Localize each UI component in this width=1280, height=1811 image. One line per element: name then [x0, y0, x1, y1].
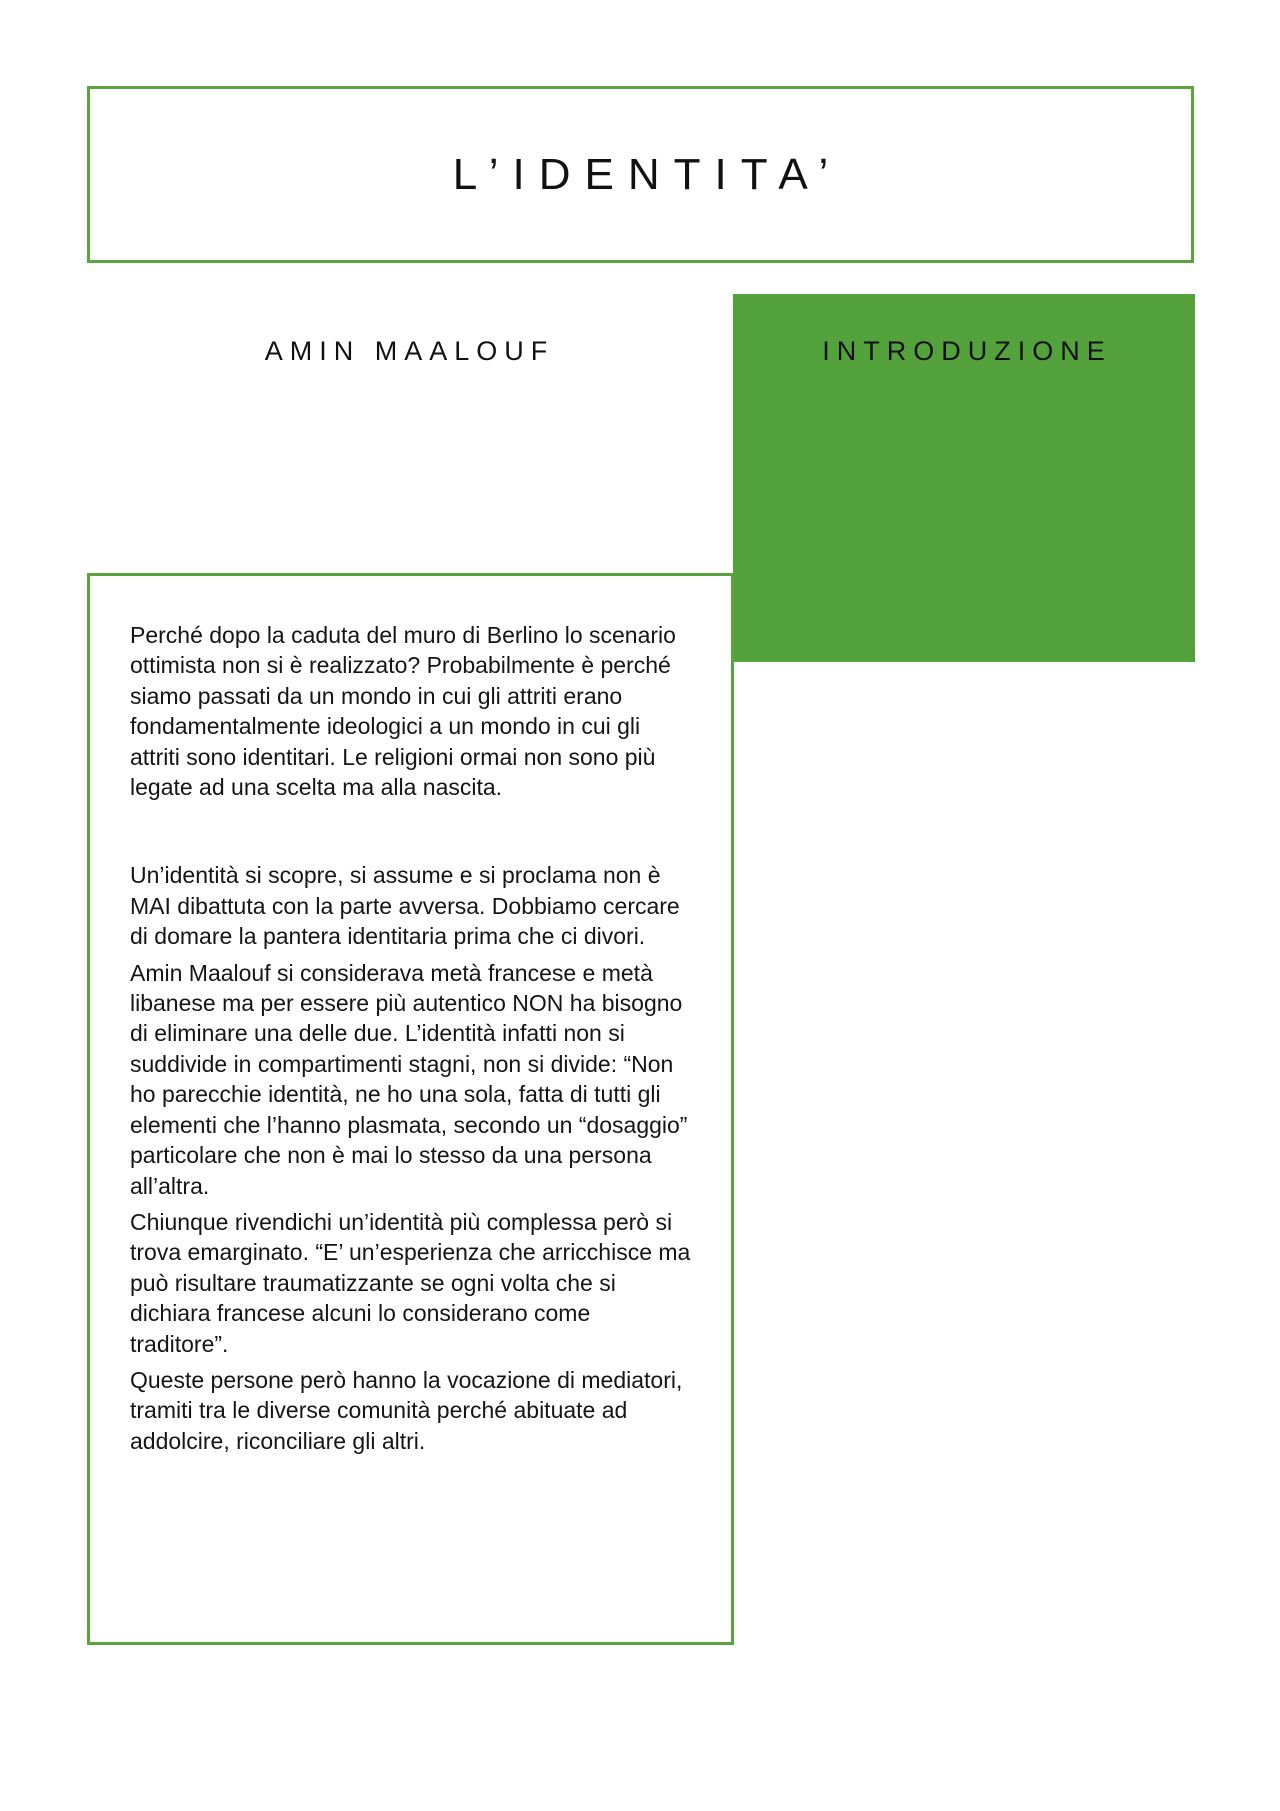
- section-label-block: [733, 294, 1195, 662]
- body-text-box: [87, 573, 734, 1645]
- paragraph: Chiunque rivendichi un’identità più complessa però si trova emarginato. “E’ un’esperienza che arricchisce ma può risultare traumatizzante se ogni volta che si dichiara francese alcuni lo considerano come traditore”.: [130, 1208, 691, 1357]
- title-box: [87, 86, 1194, 263]
- paragraph: Amin Maalouf si considerava metà francese e metà libanese ma per essere più autentico NON ha bisogno di eliminare una delle due. L’identità infatti non si suddivide in compartimenti stagni, non si divide: “Non ho parecchie identità, ne ho una sola, fatta di tutti gli elementi che l’hanno plasmata, secondo un “dosaggio” particolare che non è mai lo stesso da una persona all’altra.: [130, 959, 688, 1199]
- paragraph: Un’identità si scopre, si assume e si proclama non è MAI dibattuta con la parte avversa. Dobbiamo cercare di domare la pantera identitaria prima che ci divori.: [130, 862, 680, 950]
- section-label: INTRODUZIONE: [822, 336, 1112, 366]
- paragraph: Queste persone però hanno la vocazione di mediatori, tramiti tra le diverse comunità perché abituate ad addolcire, riconciliare gli altri.: [130, 1366, 683, 1454]
- document-title: L’IDENTITA’: [452, 149, 843, 199]
- author-name: AMIN MAALOUF: [264, 336, 555, 366]
- paragraph: Perché dopo la caduta del muro di Berlino lo scenario ottimista non si è realizzato? Probabilmente è perché siamo passati da un mondo in cui gli attriti erano fondamentalmente ideologici a un mondo in cui gli attriti sono identitari. Le religioni ormai non sono più legate ad una scelta ma alla nascita.: [130, 622, 676, 801]
